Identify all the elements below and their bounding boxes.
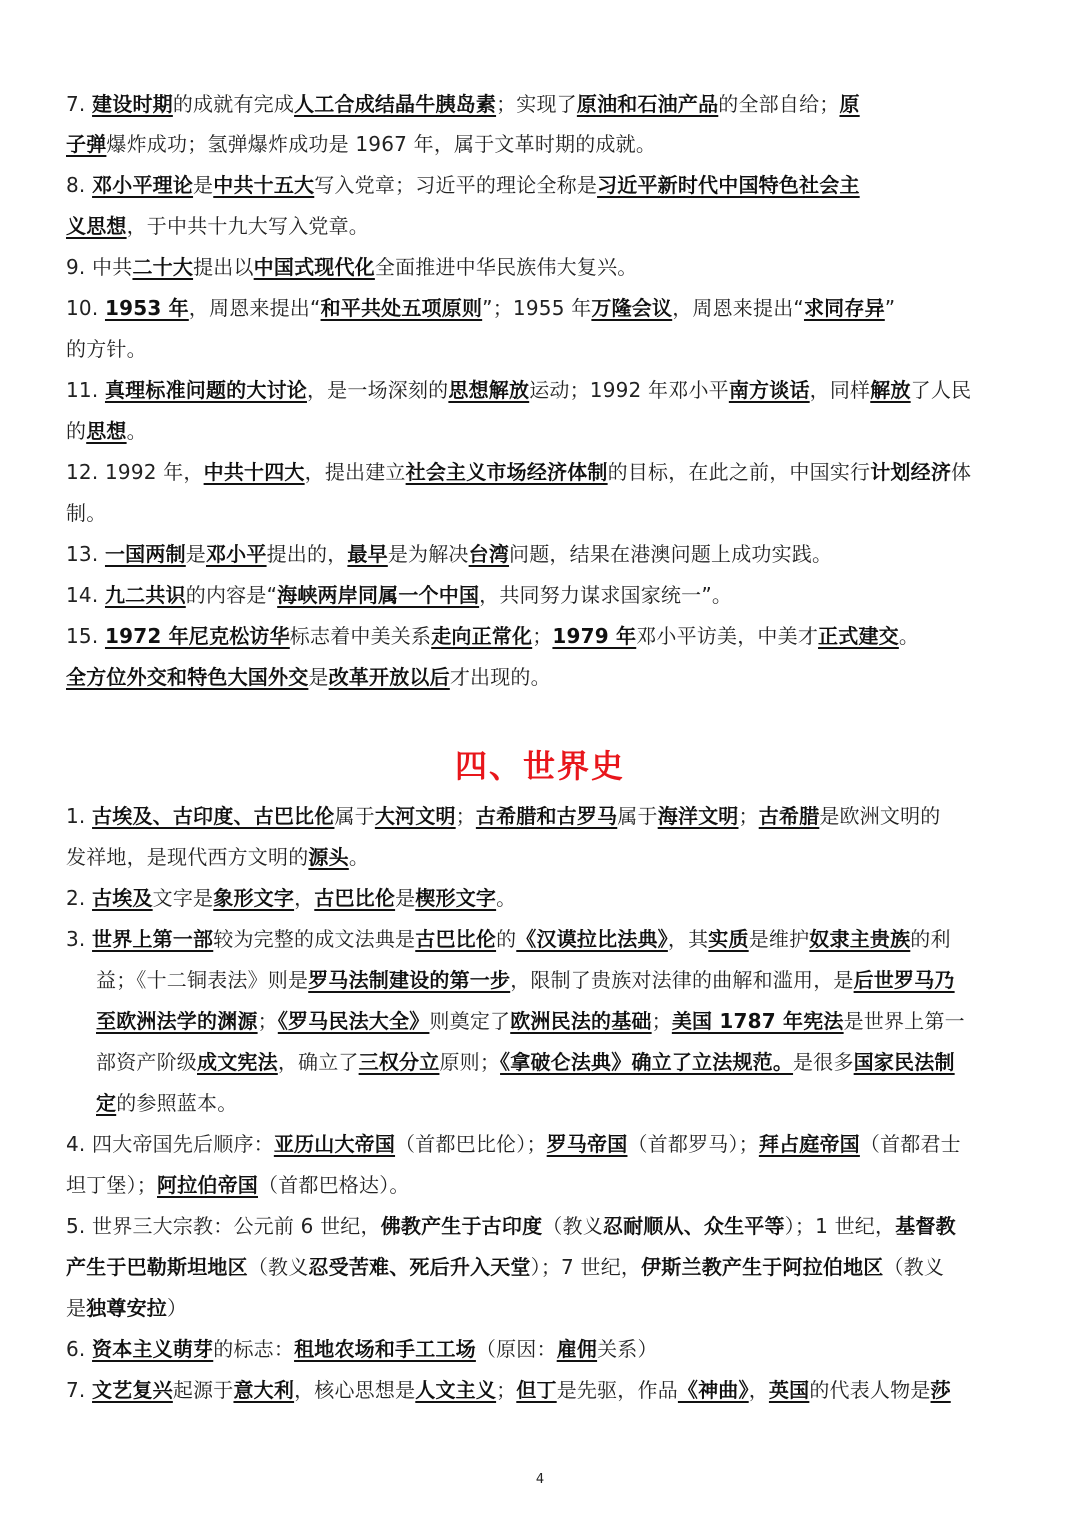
text-segment: 的成就有完成	[172, 92, 295, 116]
text-line	[66, 1294, 187, 1322]
emphasized-text: 海峡两岸同属一个中国	[277, 583, 480, 607]
emphasized-text: 后世罗马乃	[853, 968, 955, 992]
text-segment: ，是一场深刻的	[306, 378, 449, 402]
text-segment: （首都巴格达）。	[258, 1173, 410, 1197]
text-segment: 11.	[66, 378, 105, 402]
emphasized-text: 文艺复兴	[92, 1378, 173, 1402]
emphasized-text: 《神曲》	[677, 1378, 749, 1402]
text-segment: ；	[651, 1009, 672, 1033]
text-segment: 2.	[66, 886, 93, 910]
emphasized-text: 九二共识	[104, 583, 186, 607]
text-segment: ；	[738, 804, 759, 828]
emphasized-text: 改革开放以后	[328, 665, 450, 689]
text-segment: 全面推进中华民族伟大复兴。	[374, 255, 638, 279]
emphasized-text: 产生于巴勒斯坦地区	[66, 1255, 248, 1279]
text-line	[66, 90, 860, 118]
text-line	[66, 1212, 956, 1240]
text-segment: 8.	[66, 173, 93, 197]
emphasized-text: 走向正常化	[431, 624, 533, 648]
emphasized-text: 楔形文字	[415, 886, 497, 910]
emphasized-text: 南方谈话	[728, 378, 810, 402]
text-line	[66, 843, 369, 871]
text-segment: 7.	[66, 92, 93, 116]
text-segment: ，周恩来提出“	[188, 296, 321, 320]
text-segment: ，周恩来提出“	[672, 296, 804, 320]
text-segment: 才出现的。	[449, 665, 551, 689]
text-segment: 的	[496, 927, 517, 951]
section-title: 四、世界史	[454, 747, 625, 785]
emphasized-text: 英国	[768, 1378, 810, 1402]
text-segment: 。	[126, 419, 147, 443]
emphasized-text: 中共十四大	[203, 460, 305, 484]
text-segment: 了人民	[910, 378, 972, 402]
emphasized-text: 但丁	[516, 1378, 557, 1402]
emphasized-text: 古埃及	[92, 886, 153, 910]
emphasized-text: 原油和石油产品	[576, 92, 719, 116]
text-segment: ，其	[667, 927, 709, 951]
emphasized-text: 资本主义萌芽	[92, 1337, 214, 1361]
emphasized-text: 伊斯兰教产生于阿拉伯地区	[641, 1255, 884, 1279]
emphasized-text: 忍耐顺从、众生平等	[602, 1214, 785, 1238]
text-segment: 15.	[66, 624, 105, 648]
text-line	[66, 253, 637, 281]
text-segment: 是	[308, 665, 329, 689]
emphasized-text: 定	[96, 1091, 117, 1115]
text-segment: 的目标，在此之前，中国实行	[607, 460, 871, 484]
text-segment: 12. 1992 年，	[66, 460, 204, 484]
text-segment: 的利	[910, 927, 951, 951]
emphasized-text: 国家民法制	[853, 1050, 955, 1074]
emphasized-text: 大河文明	[374, 804, 456, 828]
emphasized-text: 阿拉伯帝国	[157, 1173, 258, 1197]
text-segment: 是世界上第一	[843, 1009, 965, 1033]
text-segment: 制。	[66, 501, 107, 525]
emphasized-text: 义思想	[66, 214, 127, 238]
text-line	[66, 376, 971, 404]
text-segment: 原则；	[439, 1050, 501, 1074]
text-segment: ；实现了	[496, 92, 577, 116]
emphasized-text: 奴隶主贵族	[809, 927, 911, 951]
text-line	[66, 622, 919, 650]
text-segment: 标志着中美关系	[289, 624, 432, 648]
text-line	[66, 1171, 410, 1199]
text-segment: 的代表人物是	[809, 1378, 931, 1402]
text-segment: ”；1955 年	[482, 296, 592, 320]
emphasized-text: 独尊安拉	[86, 1296, 168, 1320]
emphasized-text: 至欧洲法学的渊源	[96, 1009, 258, 1033]
text-segment: 较为完整的成文法典是	[213, 927, 416, 951]
text-segment: （教义	[542, 1214, 603, 1238]
emphasized-text: 二十大	[132, 255, 194, 279]
text-segment: ，同样	[809, 378, 871, 402]
text-segment: 是欧洲文明的	[819, 804, 941, 828]
emphasized-text: 成文宪法	[197, 1050, 278, 1074]
text-segment: 属于	[617, 804, 658, 828]
emphasized-text: 实质	[708, 927, 749, 951]
text-segment: 。	[348, 845, 370, 869]
text-segment: ；	[532, 624, 553, 648]
text-line	[66, 294, 895, 322]
text-segment: 运动；1992 年邓小平	[529, 378, 729, 402]
emphasized-text: 解放	[870, 378, 911, 402]
emphasized-text: 万隆会议	[591, 296, 673, 320]
emphasized-text: 雇佣	[556, 1337, 598, 1361]
text-line	[66, 212, 369, 240]
text-segment: 。	[496, 886, 517, 910]
text-segment: ，于中共十九大写入党章。	[126, 214, 370, 238]
emphasized-text: 古巴比伦	[415, 927, 497, 951]
emphasized-text: 象形文字	[213, 886, 295, 910]
emphasized-text: 和平共处五项原则	[320, 296, 483, 320]
text-segment: 问题，结果在港澳问题上成功实践。	[509, 542, 833, 566]
text-segment: ，限制了贵族对法律的曲解和滥用，是	[510, 968, 854, 992]
emphasized-text: 《拿破仑法典》确立了立法规范。	[500, 1050, 794, 1074]
text-line	[96, 1089, 237, 1117]
emphasized-text: 莎	[930, 1378, 951, 1402]
emphasized-text: 习近平新时代中国特色社会主	[597, 173, 860, 197]
emphasized-text: 世界上第一部	[92, 927, 214, 951]
text-segment: 坦丁堡）；	[66, 1173, 157, 1197]
emphasized-text: 罗马帝国	[546, 1132, 628, 1156]
text-segment: 14.	[66, 583, 105, 607]
emphasized-text: 社会主义市场经济体制	[405, 460, 608, 484]
emphasized-text: 人文主义	[415, 1378, 497, 1402]
emphasized-text: 三权分立	[358, 1050, 440, 1074]
emphasized-text: 原	[839, 92, 860, 116]
emphasized-text: 古巴比伦	[314, 886, 396, 910]
text-segment: ，核心思想是	[294, 1378, 416, 1402]
text-line	[66, 1376, 951, 1404]
text-segment: 发祥地，是现代西方文明的	[66, 845, 309, 869]
emphasized-text: 计划经济	[870, 460, 952, 484]
emphasized-text: 真理标准问题的大讨论	[104, 378, 307, 402]
text-segment: 是	[193, 173, 214, 197]
text-segment: ，	[748, 1378, 769, 1402]
emphasized-text: 拜占庭帝国	[758, 1132, 860, 1156]
emphasized-text: 源头	[308, 845, 349, 869]
emphasized-text: 《罗马民法大全》	[277, 1009, 430, 1033]
text-segment: ，共同努力谋求国家统一”。	[479, 583, 733, 607]
text-segment: 4. 四大帝国先后顺序：	[66, 1132, 274, 1156]
text-segment: ；	[496, 1378, 517, 1402]
text-segment: 则奠定了	[429, 1009, 511, 1033]
text-line	[66, 663, 551, 691]
text-segment: ）；1 世纪，	[784, 1214, 896, 1238]
text-segment: ）；7 世纪，	[530, 1255, 642, 1279]
text-segment: 是很多	[793, 1050, 854, 1074]
text-segment: （首都罗马）；	[627, 1132, 759, 1156]
emphasized-text: 古希腊和古罗马	[475, 804, 618, 828]
text-segment: 是	[66, 1296, 87, 1320]
emphasized-text: 美国 1787 年宪法	[671, 1009, 844, 1033]
emphasized-text: 人工合成结晶牛胰岛素	[294, 92, 497, 116]
text-line	[66, 540, 832, 568]
text-segment: （教义	[883, 1255, 945, 1279]
text-line	[96, 966, 955, 994]
emphasized-text: 亚历山大帝国	[273, 1132, 396, 1156]
text-segment: 部资产阶级	[96, 1050, 197, 1074]
text-segment: 的参照蓝本。	[116, 1091, 238, 1115]
text-segment: ，确立了	[277, 1050, 359, 1074]
text-segment: 。	[898, 624, 920, 648]
emphasized-text: 海洋文明	[657, 804, 739, 828]
emphasized-text: 一国两制	[104, 542, 186, 566]
text-segment: 的内容是“	[185, 583, 278, 607]
text-segment: ”	[884, 296, 896, 320]
text-segment: 写入党章；习近平的理论全称是	[314, 173, 598, 197]
text-line	[66, 802, 941, 830]
text-segment: 益；《十二铜表法》则是	[96, 968, 309, 992]
text-line	[66, 925, 951, 953]
text-segment: 属于	[334, 804, 375, 828]
text-segment: 邓小平访美，中美才	[636, 624, 819, 648]
text-segment: 的标志：	[213, 1337, 295, 1361]
text-segment: 是	[395, 886, 416, 910]
text-line	[66, 130, 656, 158]
text-segment: 是为解决	[387, 542, 469, 566]
text-segment: （首都巴比伦）；	[395, 1132, 547, 1156]
emphasized-text: 佛教产生于古印度	[380, 1214, 543, 1238]
text-segment: 1.	[66, 804, 93, 828]
text-segment: 7.	[66, 1378, 93, 1402]
text-segment: 3.	[66, 927, 93, 951]
text-segment: 的	[66, 419, 87, 443]
emphasized-text: 古希腊	[758, 804, 820, 828]
text-segment: （首都君士	[859, 1132, 961, 1156]
text-segment: 5. 世界三大宗教：公元前 6 世纪，	[66, 1214, 381, 1238]
emphasized-text: 思想解放	[448, 378, 530, 402]
text-line	[66, 171, 860, 199]
text-segment: （教义	[247, 1255, 309, 1279]
text-segment: ，提出建立	[304, 460, 406, 484]
emphasized-text: 意大利	[233, 1378, 295, 1402]
text-line	[66, 884, 516, 912]
emphasized-text: 中国式现代化	[253, 255, 375, 279]
emphasized-text: 《汉谟拉比法典》	[516, 927, 668, 951]
text-segment: 提出的，	[266, 542, 348, 566]
text-line	[66, 1130, 961, 1158]
emphasized-text: 古埃及、古印度、古巴比伦	[92, 804, 335, 828]
text-segment: ）	[167, 1296, 188, 1320]
emphasized-text: 1953 年	[104, 296, 189, 320]
text-segment: ；	[257, 1009, 278, 1033]
emphasized-text: 忍受苦难、死后升入天堂	[308, 1255, 531, 1279]
emphasized-text: 全方位外交和特色大国外交	[66, 665, 309, 689]
emphasized-text: 邓小平	[205, 542, 267, 566]
text-segment: 9. 中共	[66, 255, 133, 279]
text-segment: 10.	[66, 296, 105, 320]
emphasized-text: 租地农场和手工工场	[294, 1337, 476, 1361]
emphasized-text: 邓小平理论	[92, 173, 194, 197]
emphasized-text: 思想	[86, 419, 127, 443]
text-segment: 13.	[66, 542, 105, 566]
text-line	[66, 581, 732, 609]
emphasized-text: 建设时期	[92, 92, 173, 116]
text-line	[96, 1048, 955, 1076]
text-segment: 体	[951, 460, 972, 484]
text-segment: 是	[185, 542, 206, 566]
emphasized-text: 子弹	[66, 132, 107, 156]
text-segment: 的全部自给；	[718, 92, 840, 116]
text-segment: 6.	[66, 1337, 93, 1361]
emphasized-text: 欧洲民法的基础	[510, 1009, 652, 1033]
text-segment: 文字是	[152, 886, 214, 910]
text-segment: （原因：	[475, 1337, 557, 1361]
text-line	[66, 499, 106, 527]
text-line	[66, 1253, 944, 1281]
emphasized-text: 正式建交	[818, 624, 899, 648]
text-segment: 起源于	[172, 1378, 234, 1402]
text-segment: 关系）	[597, 1337, 658, 1361]
text-line	[66, 458, 971, 486]
emphasized-text: 求同存异	[803, 296, 885, 320]
text-line	[66, 1335, 658, 1363]
emphasized-text: 基督教	[895, 1214, 956, 1238]
text-segment: 提出以	[193, 255, 254, 279]
text-line	[96, 1007, 965, 1035]
text-segment: ；	[455, 804, 476, 828]
emphasized-text: 罗马法制建设的第一步	[308, 968, 511, 992]
emphasized-text: 最早	[347, 542, 388, 566]
text-line	[66, 417, 147, 445]
emphasized-text: 台湾	[468, 542, 510, 566]
emphasized-text: 中共十五大	[213, 173, 315, 197]
text-segment: 爆炸成功；氢弹爆炸成功是 1967 年，属于文革时期的成就。	[106, 132, 657, 156]
text-segment: 是维护	[748, 927, 810, 951]
text-segment: 的方针。	[66, 337, 147, 361]
text-segment: ，	[294, 886, 315, 910]
emphasized-text: 1972 年尼克松访华	[104, 624, 290, 648]
emphasized-text: 1979 年	[552, 624, 637, 648]
text-line	[66, 335, 147, 363]
text-segment: 是先驱，作品	[556, 1378, 678, 1402]
page-number: 4	[535, 1472, 545, 1487]
